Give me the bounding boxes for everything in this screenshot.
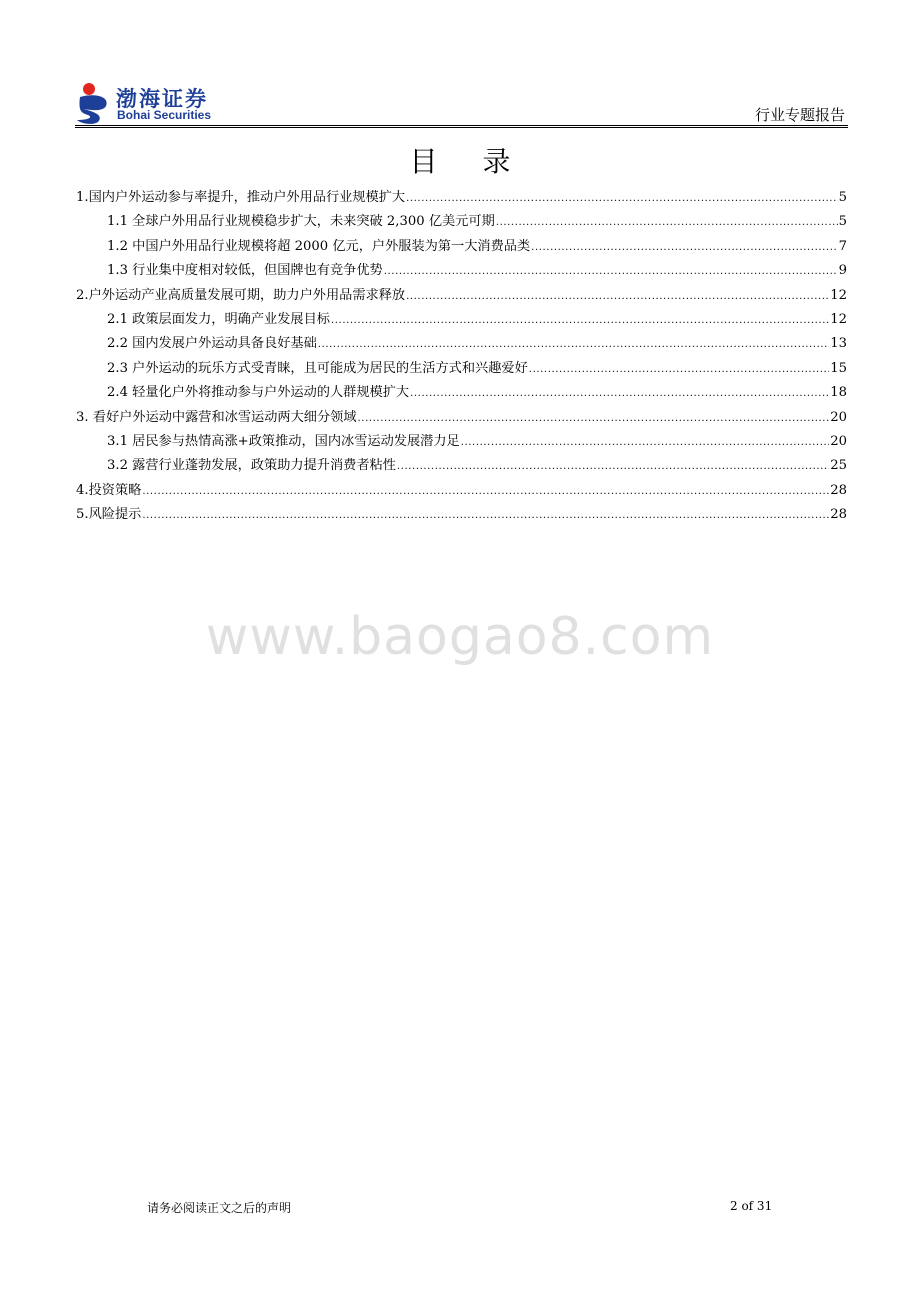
toc-entry-title: 3.2 露营行业蓬勃发展，政策助力提升消费者粘性 [107,458,396,474]
toc-entry-page: 9 [838,263,847,279]
toc-entry[interactable] [76,430,847,454]
toc-entry[interactable] [76,235,847,259]
toc-entry-page: 5 [838,190,847,205]
toc-entry-page: 20 [830,433,847,449]
toc-entry-page: 20 [830,409,847,425]
toc-entry-title: 2.户外运动产业高质量发展可期，助力户外用品需求释放 [76,287,406,303]
toc-entry-page: 28 [830,507,847,523]
toc-leader-dots [531,242,837,253]
toc-entry-title: 4.投资策略 [76,482,142,498]
toc-entry-page: 15 [830,360,847,376]
logo-chinese-name: 渤海证券 [116,87,208,111]
table-of-contents [76,186,847,527]
footer-disclaimer: 请务必阅读正文之后的声明 [147,1201,292,1215]
toc-leader-dots [318,339,829,350]
toc-entry[interactable] [76,259,847,283]
toc-entry-title: 5.风险提示 [76,507,142,523]
toc-entry-title: 3. 看好户外运动中露营和冰雪运动两大细分领域 [76,409,357,425]
toc-title: 目 录 [409,145,529,178]
toc-leader-dots [529,364,829,375]
report-type-label: 行业专题报告 [754,106,845,124]
toc-leader-dots [406,291,829,302]
toc-entry-title: 3.1 居民参与热情高涨+政策推动，国内冰雪运动发展潜力足 [107,433,460,449]
toc-entry-title: 1.国内户外运动参与率提升，推动户外用品行业规模扩大 [76,190,406,205]
toc-entry-page: 18 [830,385,847,401]
toc-entry-title: 1.2 中国户外用品行业规模将超 2000 亿元，户外服装为第一大消费品类 [107,238,531,254]
toc-entry-title: 2.3 户外运动的玩乐方式受青睐，且可能成为居民的生活方式和兴趣爱好 [107,360,528,376]
bohai-logo-icon [76,82,114,124]
toc-entry-page: 12 [830,287,847,303]
toc-entry-page: 13 [830,336,847,352]
header-divider-secondary [75,127,848,128]
toc-entry[interactable] [76,503,847,527]
watermark-text: www.baogao8.com [205,607,715,667]
toc-entry-title: 1.1 全球户外用品行业规模稳步扩大，未来突破 2,300 亿美元可期 [107,214,495,230]
toc-entry[interactable] [76,332,847,356]
page-number: 2 of 31 [730,1199,773,1213]
toc-leader-dots [410,388,829,399]
toc-leader-dots [406,193,838,204]
toc-entry[interactable] [76,381,847,405]
toc-entry-page: 25 [830,458,847,474]
toc-leader-dots [142,510,829,521]
toc-entry[interactable] [76,186,847,210]
toc-entry-title: 2.1 政策层面发力，明确产业发展目标 [107,311,330,327]
toc-entry[interactable] [76,454,847,478]
company-logo [76,82,256,124]
toc-entry[interactable] [76,210,847,234]
toc-leader-dots [331,315,829,326]
toc-entry-page: 5 [838,214,847,230]
toc-leader-dots [397,461,829,472]
toc-entry-title: 2.2 国内发展户外运动具备良好基础 [107,336,317,352]
toc-entry[interactable] [76,284,847,308]
toc-entry[interactable] [76,479,847,503]
toc-leader-dots [384,266,838,277]
toc-leader-dots [461,437,830,448]
toc-entry-title: 1.3 行业集中度相对较低，但国牌也有竞争优势 [107,263,383,279]
header-divider [75,125,848,126]
logo-english-name: Bohai Securities [117,108,212,122]
toc-entry-title: 2.4 轻量化户外将推动参与户外运动的人群规模扩大 [107,385,410,401]
toc-entry[interactable] [76,406,847,430]
toc-leader-dots [142,486,829,497]
toc-entry[interactable] [76,308,847,332]
toc-entry-page: 7 [838,238,847,254]
toc-leader-dots [496,217,838,228]
toc-entry[interactable] [76,357,847,381]
toc-leader-dots [358,413,830,424]
toc-entry-page: 12 [830,311,847,327]
toc-entry-page: 28 [830,482,847,498]
